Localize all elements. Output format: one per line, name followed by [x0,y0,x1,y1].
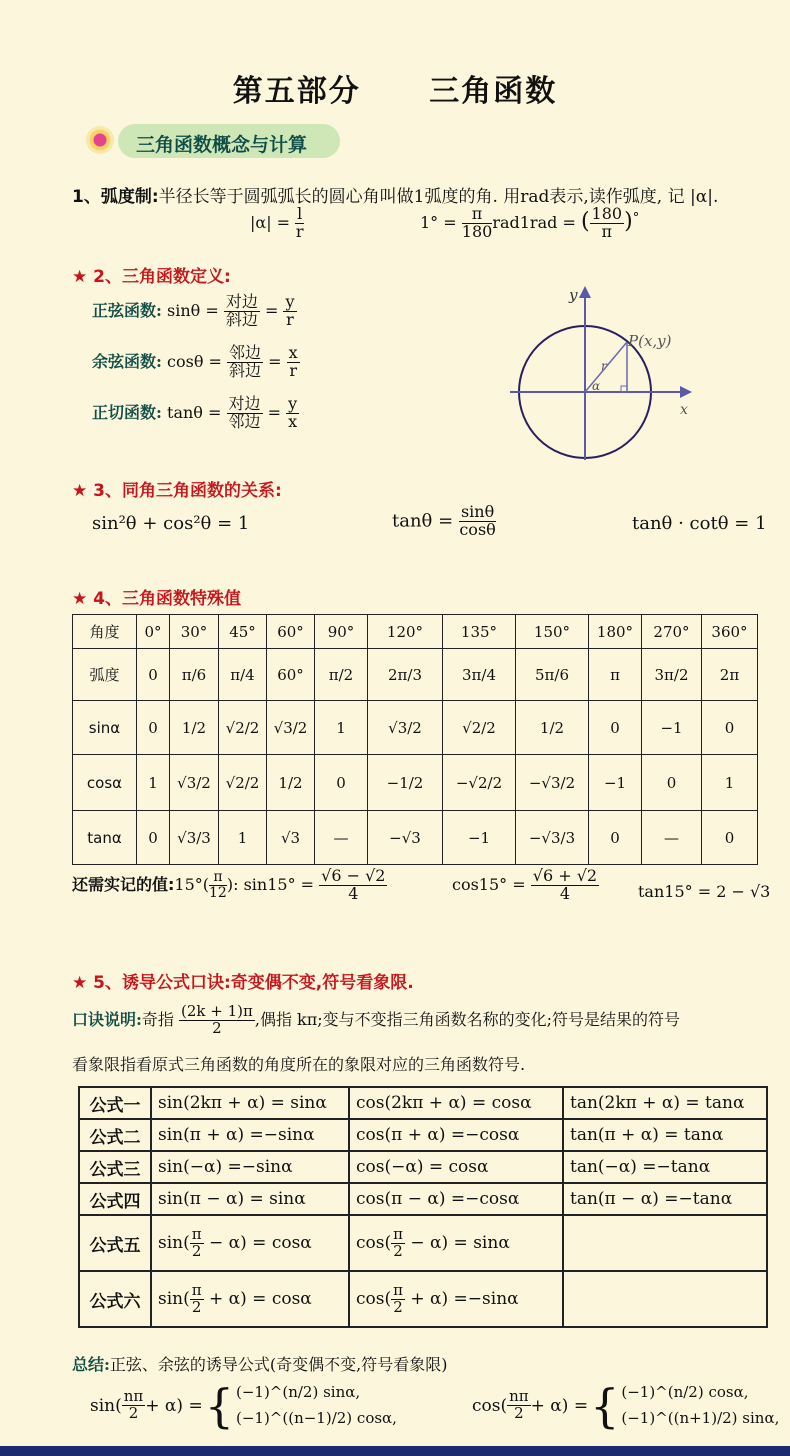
table-row [79,1151,767,1183]
item3-label: ★ 3、同角三角函数的关系: [72,481,282,501]
formula-name: 公式五 [79,1215,151,1271]
table-row [73,701,758,755]
identity-tan-quotient: tanθ = $\frac{\sin\theta}{\cos\theta}$ [392,502,496,539]
item5-label: ★ 5、诱导公式口诀:奇变偶不变,符号看象限. [72,973,414,993]
induction-formula-table [78,1086,768,1328]
row-header: 弧度 [73,649,137,701]
sin-formula: sin(2kπ + α) = sinα [151,1087,349,1119]
deg-mark: ° [632,210,640,226]
l-over-r: $\frac{l}{r}$ [295,204,304,241]
tan15: tan15° = 2 − √3 [638,882,771,901]
table-cell: 1/2 [170,701,219,755]
bullet-icon [86,126,114,154]
tangent-name: 正切函数: [92,402,162,422]
table-cell: 1 [315,701,368,755]
table-cell: 1 [137,755,170,811]
tangent-definition: 正切函数: tanθ = $\frac{\text{对边}}{\text{邻边}}$ = $\frac{y}{x}$ [92,394,298,431]
page-title [0,66,790,110]
180-over-pi: $\frac{180}{\pi}$ [591,204,623,241]
table-cell: 0 [137,649,170,701]
table-cell: 0 [137,811,170,865]
table-cell: −1/2 [368,755,443,811]
cos-formula: cos( $\frac{\pi}{2}$ + α) =−sinα [349,1271,563,1327]
item1-label: 1、弧度制: [72,187,159,207]
sine-definition: 正弦函数: sinθ = $\frac{\text{对边}}{\text{斜边}}$ = $\frac{y}{r}$ [92,292,295,329]
unit-circle-diagram [500,280,700,470]
table-cell: √3/3 [170,811,219,865]
item2-label: ★ 2、三角函数定义: [72,267,231,287]
radius-label: r [601,359,607,373]
sin-formula: sin( $\frac{\pi}{2}$ + α) = cosα [151,1271,349,1327]
table-cell: π/6 [170,649,219,701]
row-header: 角度 [73,615,137,649]
section-heading: 三角函数概念与计算 [136,134,308,156]
item1-formula-deg: 1° = $\frac{\pi}{180}$ rad1rad = ( $\frac{180}{\pi}$ )° [420,204,640,241]
table-cell: √3 [267,811,315,865]
bottom-bar [0,1446,790,1456]
part-label: 第五部分 [232,74,361,109]
pi-over-180: $\frac{\pi}{180}$ [461,204,493,241]
table-cell: — [642,811,702,865]
cos-formula: cos(2kπ + α) = cosα [349,1087,563,1119]
table-cell: √3/2 [368,701,443,755]
cos-formula: cos(π + α) =−cosα [349,1119,563,1151]
table-row [79,1183,767,1215]
sin15: sin15° = [243,874,315,894]
table-cell: 0 [702,701,758,755]
mnemonic-explanation: 口诀说明:奇指 $\frac{(2k + 1)\pi}{2}$ ,偶指 kπ;变与不变指三角函数名称的变化;符号是结果的符号 [72,1002,681,1037]
abs-alpha: |α| = [250,212,291,232]
table-cell: 0 [589,811,642,865]
summary-line [72,1352,448,1375]
formula-name: 公式六 [79,1271,151,1327]
table-row [79,1215,767,1271]
extra-values-line: 还需实记的值:15°( $\frac{\pi}{12}$ ): sin15° = $\frac{√6 - √2}{4}$ [72,866,386,903]
cos-formula: cos(−α) = cosα [349,1151,563,1183]
table-cell: 135° [443,615,516,649]
table-cell: −1 [589,755,642,811]
extra-label: 还需实记的值: [72,874,175,894]
table-cell: 1 [702,755,758,811]
table-row [79,1119,767,1151]
y-arrow-icon [579,286,591,298]
table-cell: 180° [589,615,642,649]
table-cell: 360° [702,615,758,649]
formula-name: 公式四 [79,1183,151,1215]
table-cell: 0° [137,615,170,649]
table-row [79,1271,767,1327]
tan-formula: tan(2kπ + α) = tanα [563,1087,767,1119]
point-label: P(x,y) [628,332,672,350]
table-cell: −1 [443,811,516,865]
table-cell: 0 [315,755,368,811]
table-cell: 2π [702,649,758,701]
table-cell: π [589,649,642,701]
table-row [73,811,758,865]
cos-case-odd: (−1)^((n+1)/2) sinα, [621,1408,780,1427]
row-header: cosα [73,755,137,811]
deg-left: 1° = [420,212,457,232]
cosine-definition: 余弦函数: cosθ = $\frac{\text{邻边}}{\text{斜边}}$ = $\frac{x}{r}$ [92,343,298,380]
table-cell: 270° [642,615,702,649]
table-cell: 1/2 [516,701,589,755]
topic-label: 三角函数 [429,74,558,109]
cosine-name: 余弦函数: [92,351,162,371]
mnemonic-explanation-line2: 看象限指看原式三角函数的角度所在的象限对应的三角函数符号. [72,1055,526,1074]
table-cell: 0 [589,701,642,755]
table-cell: 2π/3 [368,649,443,701]
rad-text: rad1rad = [492,212,576,232]
tan-formula: tan(π − α) =−tanα [563,1183,767,1215]
summary-label: 总结: [72,1355,110,1374]
identity-tan-cot: tanθ · cotθ = 1 [632,513,767,534]
angle-label: α [592,379,601,393]
table-cell: √2/2 [219,755,267,811]
table-cell: 30° [170,615,219,649]
table-cell: 60° [267,615,315,649]
table-cell: √3/2 [170,755,219,811]
table-cell: −√3/3 [516,811,589,865]
table-cell: −1 [642,701,702,755]
y-label: y [569,286,578,304]
special-values-table [72,614,758,865]
sin-case-even: (−1)^(n/2) sinα, [235,1383,361,1401]
table-cell: π/2 [315,649,368,701]
table-row [73,615,758,649]
table-cell: 90° [315,615,368,649]
table-cell: 0 [702,811,758,865]
sin-formula: sin(π + α) =−sinα [151,1119,349,1151]
sin-formula: sin(π − α) = sinα [151,1183,349,1215]
cos-formula: cos(π − α) =−cosα [349,1183,563,1215]
table-cell: 1 [219,811,267,865]
empty-cell [563,1215,767,1271]
table-cell: 0 [137,701,170,755]
row-header: sinα [73,701,137,755]
table-cell: √2/2 [443,701,516,755]
sine-name: 正弦函数: [92,300,162,320]
summary-text: 正弦、余弦的诱导公式(奇变偶不变,符号看象限) [109,1355,448,1374]
cos-formula: cos( $\frac{\pi}{2}$ − α) = sinα [349,1215,563,1271]
table-cell: 5π/6 [516,649,589,701]
table-cell: 3π/4 [443,649,516,701]
item1-formula-abs [250,206,304,241]
table-cell: −√3/2 [516,755,589,811]
sin-formula: sin(−α) =−sinα [151,1151,349,1183]
x-label: x [680,402,688,418]
identity-pythagorean: sin²θ + cos²θ = 1 [92,513,250,534]
summary-cos-formula: cos( $\frac{n\pi}{2}$ + α) = { (−1)^(n/2) cosα, (−1)^((n+1)/2) sinα, [472,1378,780,1433]
table-cell: 3π/2 [642,649,702,701]
table-cell: 1/2 [267,755,315,811]
item4-label: ★ 4、三角函数特殊值 [72,589,241,609]
formula-name: 公式一 [79,1087,151,1119]
table-cell: −√2/2 [443,755,516,811]
table-cell: 120° [368,615,443,649]
table-row [79,1087,767,1119]
empty-cell [563,1271,767,1327]
x-arrow-icon [680,386,692,398]
table-cell: — [315,811,368,865]
formula-name: 公式三 [79,1151,151,1183]
table-row [73,649,758,701]
cos15-line: cos15° = $\frac{√6 + √2}{4}$ [452,866,598,903]
table-cell: 0 [642,755,702,811]
sin-case-odd: (−1)^((n−1)/2) cosα, [235,1408,397,1427]
table-cell: 150° [516,615,589,649]
table-cell: −√3 [368,811,443,865]
cos-case-even: (−1)^(n/2) cosα, [621,1383,749,1401]
row-header: tanα [73,811,137,865]
table-row [73,755,758,811]
formula-name: 公式二 [79,1119,151,1151]
item1-text: 半径长等于圆弧弧长的圆心角叫做1弧度的角. 用rad表示,读作弧度, 记 |α|. [158,187,719,207]
tan-formula: tan(π + α) = tanα [563,1119,767,1151]
table-cell: π/4 [219,649,267,701]
tan-formula: tan(−α) =−tanα [563,1151,767,1183]
table-cell: √2/2 [219,701,267,755]
table-cell: √3/2 [267,701,315,755]
explanation-label: 口诀说明: [72,1009,142,1029]
table-cell: 60° [267,649,315,701]
summary-sin-formula: sin( $\frac{n\pi}{2}$ + α) = { (−1)^(n/2) sinα, (−1)^((n−1)/2) cosα, [90,1378,397,1433]
table-cell: 45° [219,615,267,649]
sin-formula: sin( $\frac{\pi}{2}$ − α) = cosα [151,1215,349,1271]
